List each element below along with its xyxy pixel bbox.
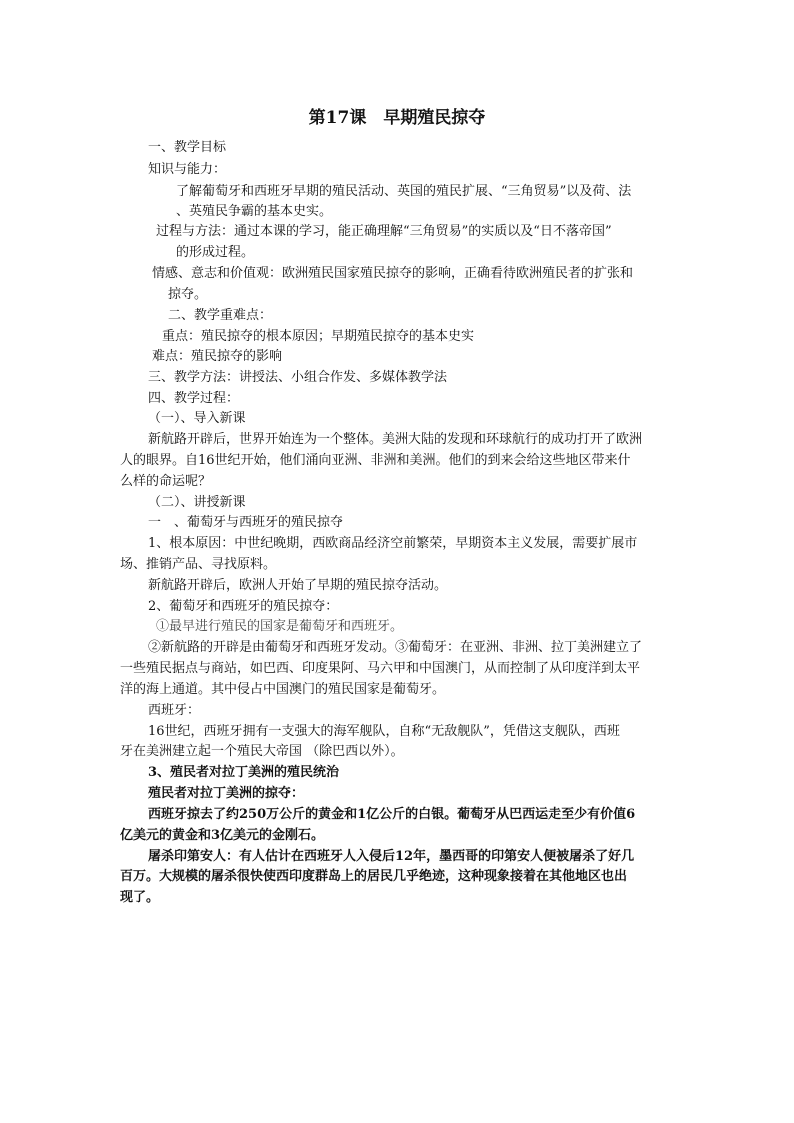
text-line: 人的眼界。自16世纪开始，他们涌向亚洲、非洲和美洲。他们的到来会给这些地区带来什	[120, 453, 631, 468]
subsection-heading: 殖民者对拉丁美洲的掠夺：	[148, 786, 305, 801]
section-heading: 二、教学重难点：	[168, 308, 273, 323]
text-line: 西班牙掠去了约250万公斤的黄金和1亿公斤的白银。葡萄牙从巴西运走至少有价值6	[148, 807, 636, 822]
subsection-heading: 2、葡萄牙和西班牙的殖民掠夺：	[148, 599, 339, 614]
text-line: ②新航路的开辟是由葡萄牙和西班牙发动。③葡萄牙：在亚洲、非洲、拉丁美洲建立了	[148, 640, 643, 655]
text-line: 的形成过程。	[176, 245, 255, 260]
text-line: 百万。大规模的屠杀很快使西印度群岛上的居民几乎绝迹，这种现象接着在其他地区也出	[120, 869, 628, 884]
text-line: 屠杀印第安人：有人估计在西班牙人入侵后12年，墨西哥的印第安人便被屠杀了好几	[148, 849, 635, 864]
text-line: 1、根本原因：中世纪晚期，西欧商品经济空前繁荣，早期资本主义发展，需要扩展市	[148, 536, 638, 551]
text-line: 一些殖民据点与商站，如巴西、印度果阿、马六甲和中国澳门，从而控制了从印度洋到太平	[120, 661, 641, 676]
text-line: 牙在美洲建立起一个殖民大帝国 （除巴西以外）。	[120, 744, 404, 759]
text-line: 、英殖民争霸的基本史实。	[176, 204, 333, 219]
subsection-heading: 3、殖民者对拉丁美洲的殖民统治	[148, 765, 340, 780]
subsection-heading: （二）、讲授新课	[148, 495, 246, 510]
text-line: 洋的海上通道。其中侵占中国澳门的殖民国家是葡萄牙。	[120, 682, 446, 697]
subsection-heading: （一）、导入新课	[148, 411, 246, 426]
text-line: 16世纪，西班牙拥有一支强大的海军舰队，自称“无敌舰队”，凭借这支舰队，西班	[148, 724, 620, 739]
section-heading: 一、教学目标	[148, 140, 227, 155]
text-line: 新航路开辟后，欧洲人开始了早期的殖民掠夺活动。	[148, 578, 448, 593]
text-line: 掠夺。	[168, 287, 208, 302]
text-line: ①最早进行殖民的国家是葡萄牙和西班牙。	[156, 619, 404, 634]
text-line: 亿美元的黄金和3亿美元的金刚石。	[120, 828, 325, 843]
text-line: 了解葡萄牙和西班牙早期的殖民活动、英国的殖民扩展、“三角贸易”以及荷、法	[176, 184, 632, 199]
text-line: 西班牙：	[148, 703, 201, 718]
text-line: 现了。	[120, 890, 160, 905]
section-heading: 三、教学方法：讲授法、小组合作发、多媒体教学法	[148, 370, 448, 385]
section-heading: 四、教学过程：	[148, 391, 240, 406]
text-line: 重点：殖民掠夺的根本原因；早期殖民掠夺的基本史实	[162, 329, 475, 344]
text-line: 难点：殖民掠夺的影响	[152, 349, 283, 364]
text-line: 情感、意志和价值观：欧洲殖民国家殖民掠夺的影响，正确看待欧洲殖民者的扩张和	[152, 266, 634, 281]
text-line: 场、推销产品、寻找原料。	[120, 557, 277, 572]
page-title: 第17课 早期殖民掠夺	[308, 108, 486, 128]
text-line: 么样的命运呢？	[120, 474, 212, 489]
text-line: 过程与方法：通过本课的学习，能正确理解“三角贸易”的实质以及“日不落帝国”	[156, 224, 612, 239]
subsection-heading: 一 、葡萄牙与西班牙的殖民掠夺	[148, 515, 344, 530]
subsection-heading: 知识与能力：	[148, 162, 227, 177]
text-line: 新航路开辟后，世界开始连为一个整体。美洲大陆的发现和环球航行的成功打开了欧洲	[148, 432, 643, 447]
